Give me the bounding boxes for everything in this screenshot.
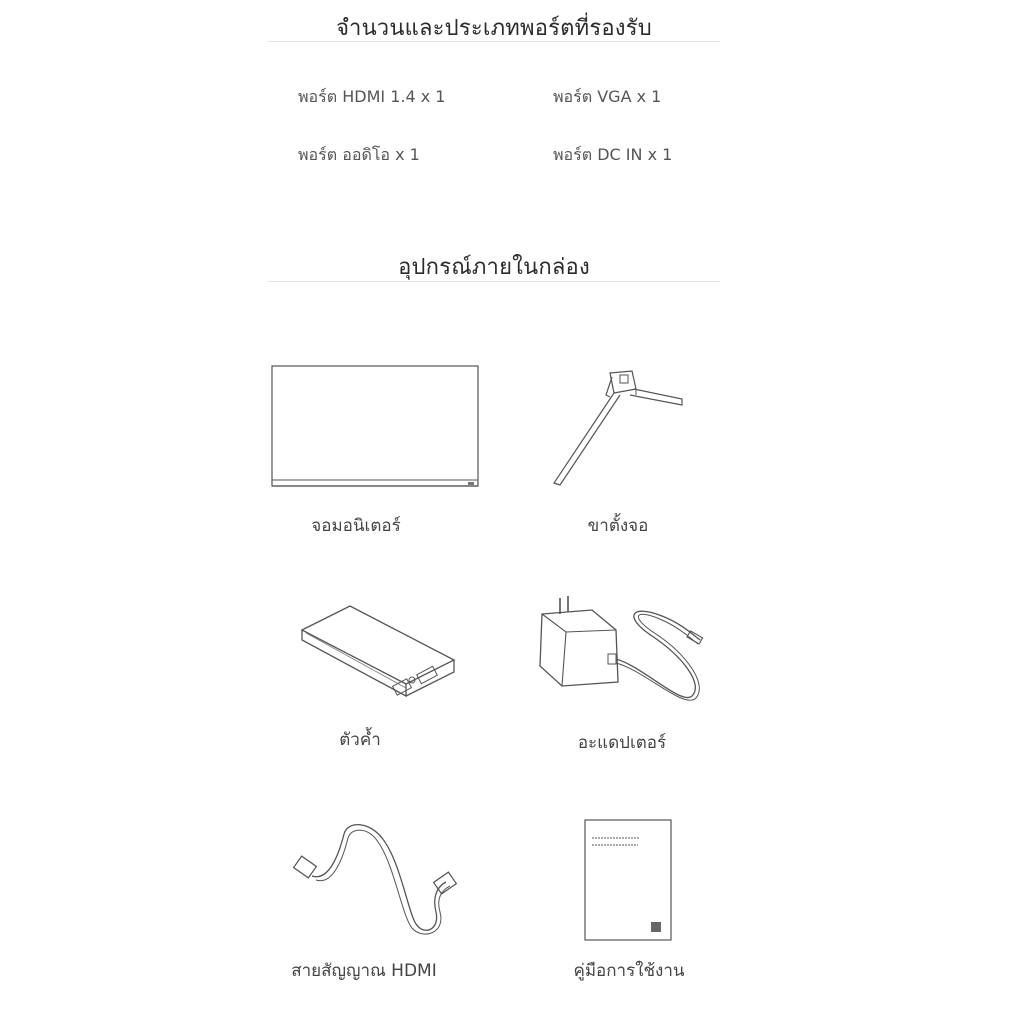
port-hdmi: พอร์ต HDMI 1.4 x 1 xyxy=(298,87,446,106)
port-dc-in: พอร์ต DC IN x 1 xyxy=(553,145,673,164)
box-section-title: อุปกรณ์ภายในกล่อง xyxy=(398,255,590,280)
hdmi-cable-label: สายสัญญาณ HDMI xyxy=(291,961,437,981)
hdmi-cable-illustration xyxy=(290,820,470,938)
manual-label: คู่มือการใช้งาน xyxy=(573,961,685,981)
adapter-illustration xyxy=(532,596,712,716)
base-label: ตัวค้ำ xyxy=(339,730,381,750)
monitor-label: จอมอนิเตอร์ xyxy=(311,516,401,536)
port-audio: พอร์ต ออดิโอ x 1 xyxy=(298,145,420,164)
stand-illustration xyxy=(540,365,690,493)
base-illustration xyxy=(294,600,464,712)
manual-illustration xyxy=(584,818,674,944)
ports-title-divider xyxy=(268,41,720,42)
stand-label: ขาตั้งจอ xyxy=(587,516,649,536)
port-vga: พอร์ต VGA x 1 xyxy=(553,87,662,106)
box-title-divider xyxy=(268,281,720,282)
monitor-illustration xyxy=(268,362,484,494)
ports-section-title: จำนวนและประเภทพอร์ตที่รองรับ xyxy=(336,16,652,41)
adapter-label: อะแดปเตอร์ xyxy=(577,733,667,753)
